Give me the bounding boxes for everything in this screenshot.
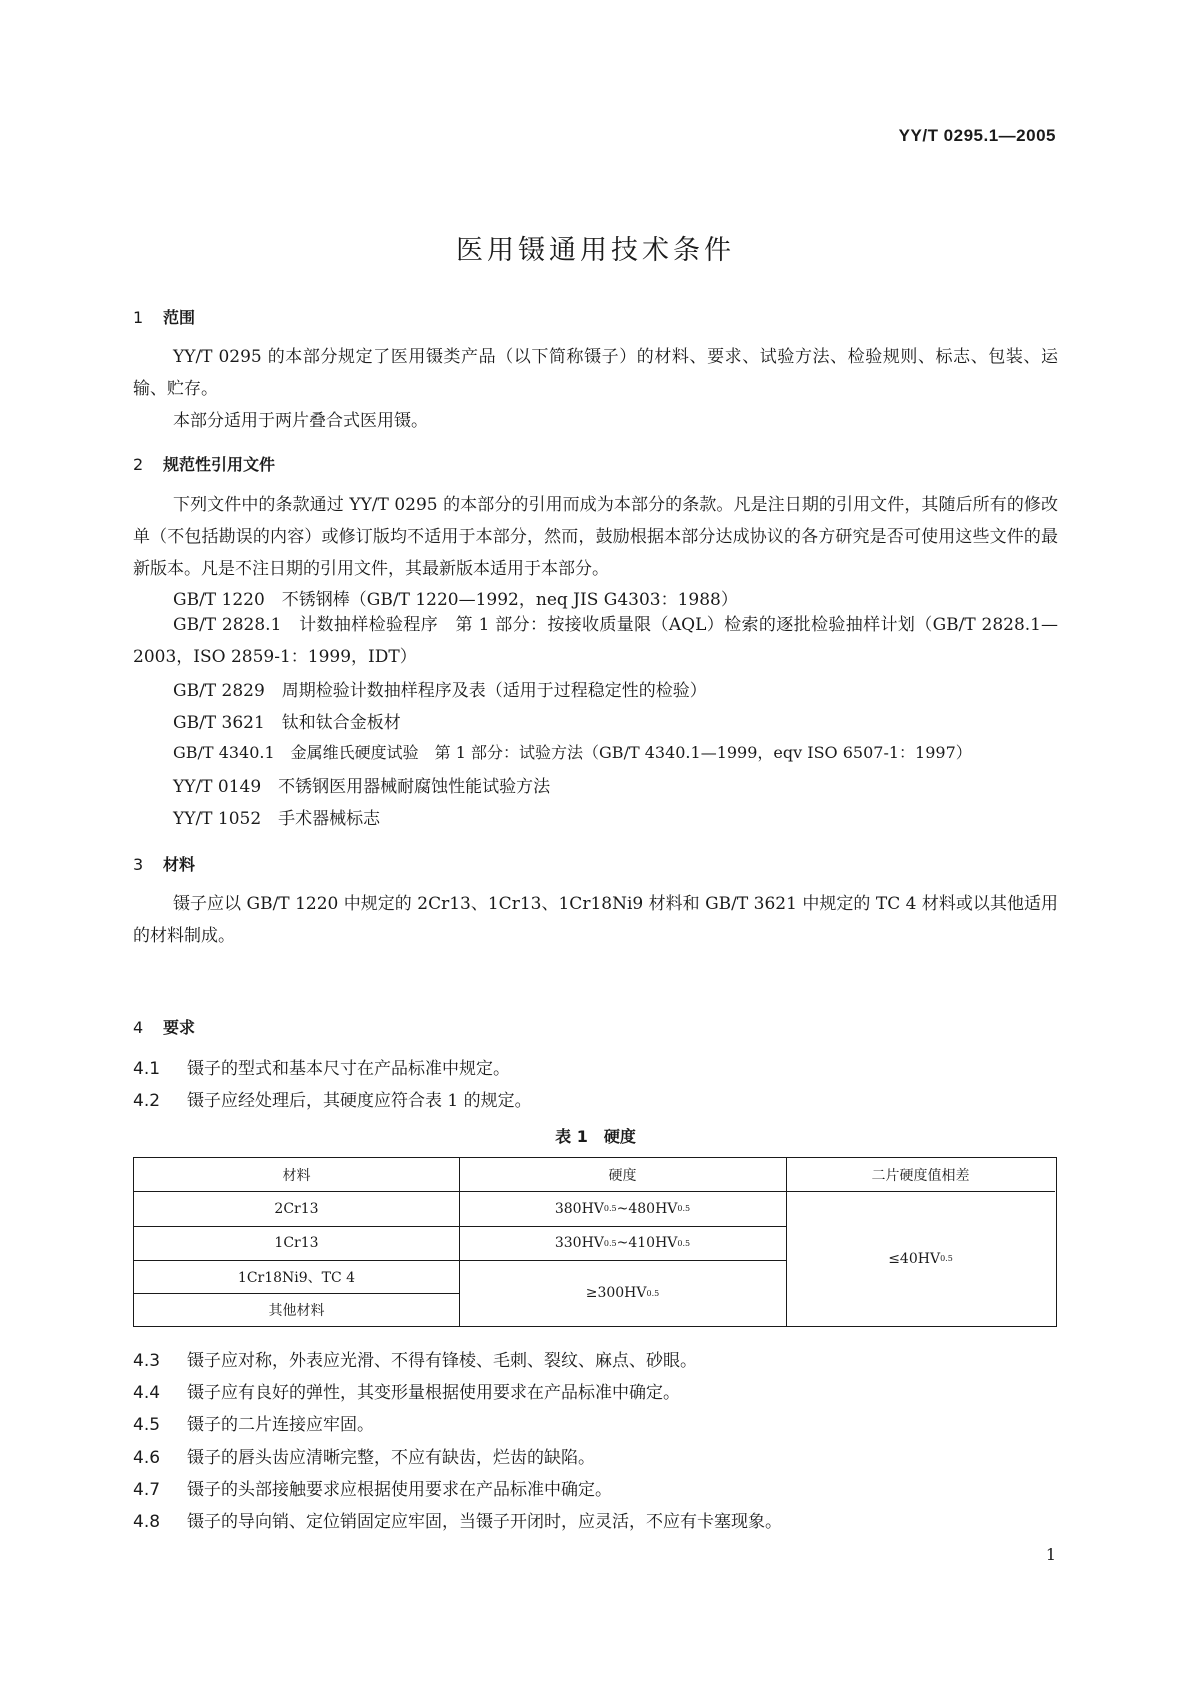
clause-text: 镊子的型式和基本尺寸在产品标准中规定。 [187, 1059, 510, 1079]
clause-4-7 [133, 1475, 612, 1500]
section-3-paragraph: 镊子应以 GB/T 1220 中规定的 2Cr13、1Cr13、1Cr18Ni9 材料和 GB/T 3621 中规定的 TC 4 材料或以其他适用的材料制成。 [133, 894, 1058, 946]
clause-number: 4.1 [133, 1059, 161, 1079]
clause-text: 镊子应有良好的弹性，其变形量根据使用要求在产品标准中确定。 [187, 1383, 680, 1403]
clause-text: 镊子应经处理后，其硬度应符合表 1 的规定。 [187, 1091, 532, 1111]
section-4-heading [133, 1015, 195, 1038]
clause-text: 镊子应对称，外表应光滑、不得有锋棱、毛刺、裂纹、麻点、砂眼。 [187, 1351, 697, 1371]
clause-4-8 [133, 1507, 782, 1532]
clause-4-6 [133, 1443, 595, 1468]
reference-item: YY/T 0149 不锈钢医用器械耐腐蚀性能试验方法 [173, 777, 551, 797]
table-header: 材料 [282, 1167, 311, 1184]
clause-number: 4.5 [133, 1415, 161, 1435]
section-number: 2 [133, 455, 144, 474]
section-number: 4 [133, 1018, 144, 1037]
section-2-heading [133, 452, 275, 475]
clause-number: 4.7 [133, 1480, 161, 1500]
table-title: 表 1 硬度 [555, 1127, 636, 1146]
table-cell-hardness: 380HV 0.5 ~480HV 0.5 [554, 1200, 691, 1217]
page-number: 1 [1045, 1545, 1056, 1564]
clause-4-1 [133, 1054, 510, 1079]
table-header: 二片硬度值相差 [871, 1167, 970, 1184]
section-1-paragraph-2: 本部分适用于两片叠合式医用镊。 [173, 411, 428, 431]
table-cell-hardness: ≥300HV 0.5 [585, 1285, 660, 1301]
clause-4-2 [133, 1086, 532, 1111]
clause-4-4 [133, 1378, 680, 1403]
section-3-heading [133, 852, 195, 875]
section-title: 范围 [163, 308, 196, 327]
table-header: 硬度 [608, 1167, 637, 1184]
clause-number: 4.8 [133, 1512, 161, 1532]
clause-number: 4.3 [133, 1351, 161, 1371]
clause-text: 镊子的导向销、定位销固定应牢固，当镊子开闭时，应灵活，不应有卡塞现象。 [187, 1512, 782, 1532]
reference-item: GB/T 3621 钛和钛合金板材 [173, 713, 401, 733]
section-title: 规范性引用文件 [163, 455, 276, 474]
section-number: 1 [133, 308, 144, 327]
reference-item: GB/T 4340.1 金属维氏硬度试验 第 1 部分：试验方法（GB/T 4340.1—1999，eqv ISO 6507-1：1997） [173, 743, 972, 762]
table-cell-difference: ≤40HV 0.5 [888, 1250, 953, 1267]
section-title: 材料 [163, 855, 196, 874]
clause-text: 镊子的唇头齿应清晰完整，不应有缺齿，烂齿的缺陷。 [187, 1448, 595, 1468]
section-title: 要求 [163, 1018, 196, 1037]
section-1-paragraph-1: YY/T 0295 的本部分规定了医用镊类产品（以下简称镊子）的材料、要求、试验方法、检验规则、标志、包装、运输、贮存。 [133, 347, 1058, 399]
reference-item: GB/T 2828.1 计数抽样检验程序 第 1 部分：按接收质量限（AQL）检索的逐批检验抽样计划（GB/T 2828.1—2003，ISO 2859-1：1999，IDT） [133, 615, 1058, 667]
section-1-heading [133, 305, 195, 328]
table-cell-hardness: 330HV 0.5 ~410HV 0.5 [554, 1235, 691, 1251]
clause-text: 镊子的头部接触要求应根据使用要求在产品标准中确定。 [187, 1480, 612, 1500]
document-title: 医用镊通用技术条件 [456, 235, 735, 266]
clause-number: 4.4 [133, 1383, 161, 1403]
table-cell-material: 2Cr13 [274, 1200, 319, 1217]
section-number: 3 [133, 855, 144, 874]
standard-code: YY/T 0295.1—2005 [898, 126, 1056, 145]
reference-item: YY/T 1052 手术器械标志 [173, 809, 381, 829]
reference-item: GB/T 1220 不锈钢棒（GB/T 1220—1992，neq JIS G4303：1988） [173, 590, 738, 610]
clause-number: 4.2 [133, 1091, 161, 1111]
section-2-paragraph: 下列文件中的条款通过 YY/T 0295 的本部分的引用而成为本部分的条款。凡是注日期的引用文件，其随后所有的修改单（不包括勘误的内容）或修订版均不适用于本部分，然而，鼓励根据本部分达成协议的各方研究是否可使用这些文件的最新版本。凡是不注日期的引用文件，其最新版本适用于本部分。 [133, 495, 1058, 579]
table-cell-material: 1Cr13 [274, 1235, 319, 1251]
reference-item: GB/T 2829 周期检验计数抽样程序及表（适用于过程稳定性的检验） [173, 681, 707, 701]
hardness-table [133, 1157, 1057, 1327]
clause-4-5 [133, 1410, 374, 1435]
clause-text: 镊子的二片连接应牢固。 [187, 1415, 374, 1435]
table-cell-material: 1Cr18Ni9、TC 4 [237, 1269, 356, 1286]
table-cell-material: 其他材料 [268, 1302, 325, 1319]
clause-number: 4.6 [133, 1448, 161, 1468]
clause-4-3 [133, 1346, 697, 1371]
